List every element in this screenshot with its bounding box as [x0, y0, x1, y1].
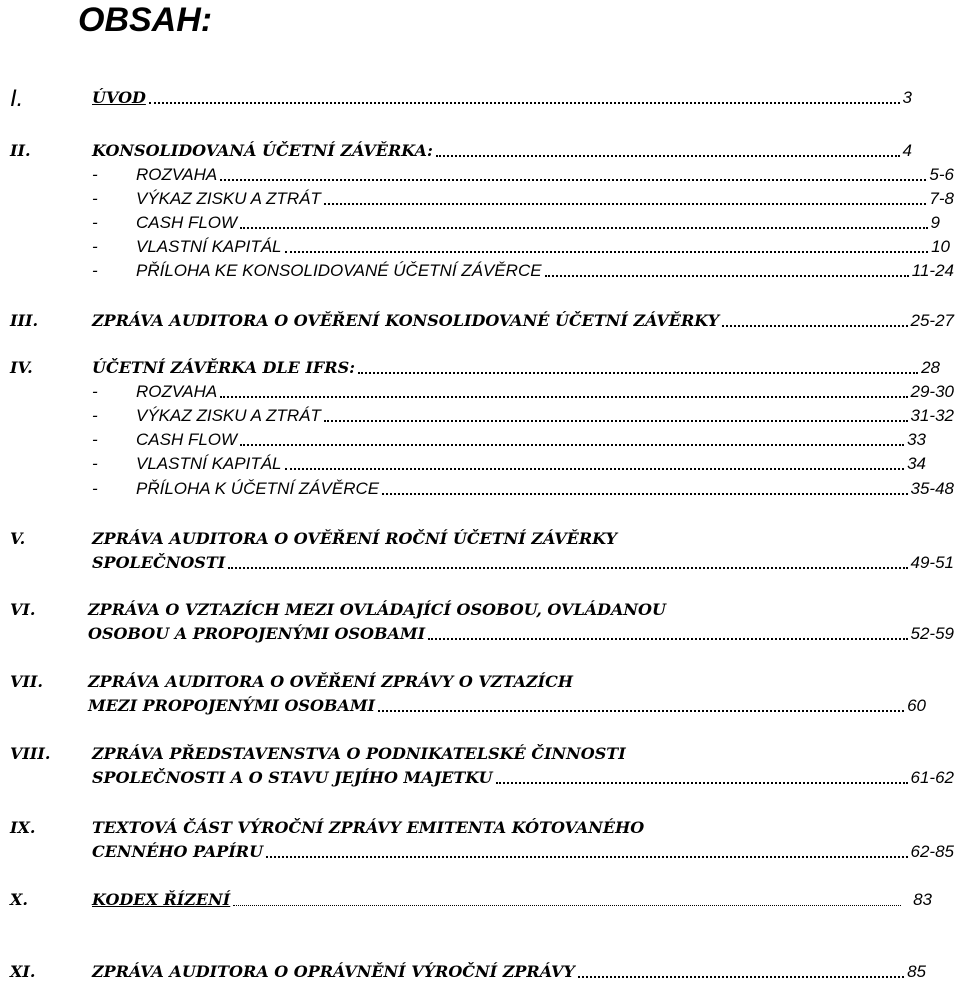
leader-dots [266, 856, 907, 858]
item-dash: - [92, 382, 98, 401]
toc-subentry-label [92, 452, 282, 476]
toc-subentry-text: VÝKAZ ZISKU A ZTRÁT [136, 406, 321, 425]
item-dash: - [92, 454, 98, 473]
leader-dots [722, 325, 907, 327]
item-dash: - [92, 189, 98, 208]
leader-dots [428, 638, 907, 640]
toc-subentry-text: CASH FLOW [136, 430, 238, 449]
page-number: 62-85 [910, 842, 954, 861]
leader-dots [358, 372, 918, 374]
leader-dots [240, 444, 904, 446]
toc-entry-label: SPOLEČNOSTI [92, 553, 226, 572]
section-numeral: I. [10, 85, 24, 112]
page-number: 35-48 [910, 479, 954, 498]
toc-subentry-label [92, 380, 217, 404]
toc-entry[interactable] [92, 86, 912, 110]
toc-subentry-text: ROZVAHA [136, 165, 218, 184]
page-number: 52-59 [910, 624, 954, 643]
toc-entry-label: TEXTOVÁ ČÁST VÝROČNÍ ZPRÁVY EMITENTA KÓTOVANÉHO [92, 818, 645, 837]
leader-dots [220, 179, 926, 181]
toc-subentry[interactable] [92, 477, 954, 501]
leader-dots [382, 493, 907, 495]
toc-entry-label: ZPRÁVA AUDITORA O OVĚŘENÍ ZPRÁVY O VZTAZÍCH [88, 672, 573, 691]
leader-dots [220, 396, 907, 398]
section-numeral: II. [10, 141, 31, 160]
toc-entry-line[interactable] [92, 742, 954, 766]
toc-subentry-text: VLASTNÍ KAPITÁL [136, 454, 282, 473]
toc-entry[interactable] [92, 840, 954, 864]
toc-entry-label: KONSOLIDOVANÁ ÚČETNÍ ZÁVĚRKA: [92, 141, 433, 160]
item-dash: - [92, 430, 98, 449]
page-number: 5-6 [929, 165, 954, 184]
toc-entry-label: KODEX ŘÍZENÍ [92, 890, 231, 909]
leader-dots [240, 227, 927, 229]
toc-subentry-text: VLASTNÍ KAPITÁL [136, 237, 282, 256]
page-number: 29-30 [910, 382, 954, 401]
item-dash: - [92, 165, 98, 184]
item-dash: - [92, 406, 98, 425]
toc-subentry-label [92, 235, 282, 259]
toc-entry[interactable] [92, 356, 940, 380]
section-numeral: IV. [10, 358, 33, 377]
page-number: 83 [913, 890, 932, 909]
page-number: 7-8 [929, 189, 954, 208]
toc-subentry[interactable] [92, 380, 954, 404]
page-number: 9 [930, 213, 940, 232]
section-numeral: X. [10, 890, 28, 909]
toc-subentry[interactable] [92, 163, 954, 187]
toc-entry-label: ZPRÁVA AUDITORA O OVĚŘENÍ ROČNÍ ÚČETNÍ ZÁVĚRKY [92, 529, 618, 548]
item-dash: - [92, 261, 98, 280]
leader-dots [285, 251, 929, 253]
leader-dots [578, 976, 904, 978]
toc-subentry-label [92, 259, 542, 283]
page-number: 31-32 [910, 406, 954, 425]
page-number: 11-24 [911, 261, 954, 280]
toc-entry-label: ZPRÁVA PŘEDSTAVENSTVA O PODNIKATELSKÉ ČINNOSTI [92, 744, 626, 763]
leader-dots [233, 905, 901, 906]
toc-entry-label: ZPRÁVA O VZTAZÍCH MEZI OVLÁDAJÍCÍ OSOBOU, OVLÁDANOU [88, 600, 666, 619]
toc-entry-line[interactable] [88, 670, 954, 694]
toc-entry-line[interactable] [92, 527, 954, 551]
page-number: 28 [921, 358, 940, 377]
page-number: 34 [907, 454, 926, 473]
toc-entry-label: CENNÉHO PAPÍRU [92, 842, 264, 861]
toc-subentry-label [92, 428, 237, 452]
leader-dots [436, 155, 900, 157]
leader-dots [378, 710, 904, 712]
section-numeral: III. [10, 311, 39, 330]
item-dash: - [92, 479, 98, 498]
toc-entry[interactable] [92, 960, 926, 984]
section-numeral: VI. [10, 600, 36, 619]
toc-subentry[interactable] [92, 404, 954, 428]
toc-entry-line[interactable] [88, 598, 954, 622]
toc-subentry-label [92, 404, 321, 428]
section-numeral: XI. [10, 962, 36, 981]
toc-subentry-text: ROZVAHA [136, 382, 218, 401]
toc-subentry[interactable] [92, 452, 926, 476]
toc-subentry[interactable] [92, 235, 950, 259]
toc-subentry-label [92, 211, 237, 235]
toc-entry-label: ÚČETNÍ ZÁVĚRKA DLE IFRS: [92, 358, 356, 377]
leader-dots [545, 275, 909, 277]
toc-subentry-label [92, 163, 217, 187]
toc-subentry[interactable] [92, 259, 954, 283]
section-numeral: V. [10, 529, 26, 548]
toc-entry[interactable] [92, 888, 932, 912]
page-number: 10 [931, 237, 950, 256]
toc-entry-label: OSOBOU A PROPOJENÝMI OSOBAMI [88, 624, 426, 643]
toc-entry[interactable] [92, 139, 912, 163]
toc-entry[interactable] [92, 766, 954, 790]
toc-subentry[interactable] [92, 211, 940, 235]
page-number: 61-62 [910, 768, 954, 787]
toc-subentry[interactable] [92, 187, 954, 211]
toc-entry-label: MEZI PROPOJENÝMI OSOBAMI [88, 696, 376, 715]
toc-entry-label: ZPRÁVA AUDITORA O OVĚŘENÍ KONSOLIDOVANÉ ÚČETNÍ ZÁVĚRKY [92, 311, 720, 330]
page-number: 3 [902, 88, 912, 107]
toc-entry-label: ZPRÁVA AUDITORA O OPRÁVNĚNÍ VÝROČNÍ ZPRÁVY [92, 962, 575, 981]
item-dash: - [92, 237, 98, 256]
toc-subentry-text: PŘÍLOHA KE KONSOLIDOVANÉ ÚČETNÍ ZÁVĚRCE [136, 261, 542, 280]
leader-dots [149, 102, 900, 104]
page-number: 4 [902, 141, 912, 160]
item-dash: - [92, 213, 98, 232]
toc-entry-label: SPOLEČNOSTI A O STAVU JEJÍHO MAJETKU [92, 768, 493, 787]
toc-entry[interactable] [88, 694, 926, 718]
toc-entry-label: ÚVOD [92, 88, 146, 107]
leader-dots [285, 468, 905, 470]
page-number: 25-27 [910, 311, 954, 330]
toc-subentry-label [92, 187, 321, 211]
toc-entry[interactable] [88, 622, 954, 646]
toc-subentry-label [92, 477, 379, 501]
toc-subentry-text: PŘÍLOHA K ÚČETNÍ ZÁVĚRCE [136, 479, 380, 498]
toc-entry[interactable] [92, 309, 954, 333]
toc-subentry-text: VÝKAZ ZISKU A ZTRÁT [136, 189, 321, 208]
leader-dots [324, 203, 927, 205]
page-number: 49-51 [910, 553, 954, 572]
leader-dots [324, 420, 908, 422]
leader-dots [228, 567, 907, 569]
section-numeral: VII. [10, 672, 43, 691]
page-number: 85 [907, 962, 926, 981]
toc-subentry-text: CASH FLOW [136, 213, 238, 232]
toc-entry[interactable] [92, 551, 954, 575]
page-number: 60 [907, 696, 926, 715]
section-numeral: IX. [10, 818, 36, 837]
page-number: 33 [907, 430, 926, 449]
toc-entry-line[interactable] [92, 816, 954, 840]
section-numeral: VIII. [10, 744, 51, 763]
leader-dots [496, 782, 908, 784]
page-title: OBSAH: [78, 1, 213, 39]
toc-subentry[interactable] [92, 428, 926, 452]
